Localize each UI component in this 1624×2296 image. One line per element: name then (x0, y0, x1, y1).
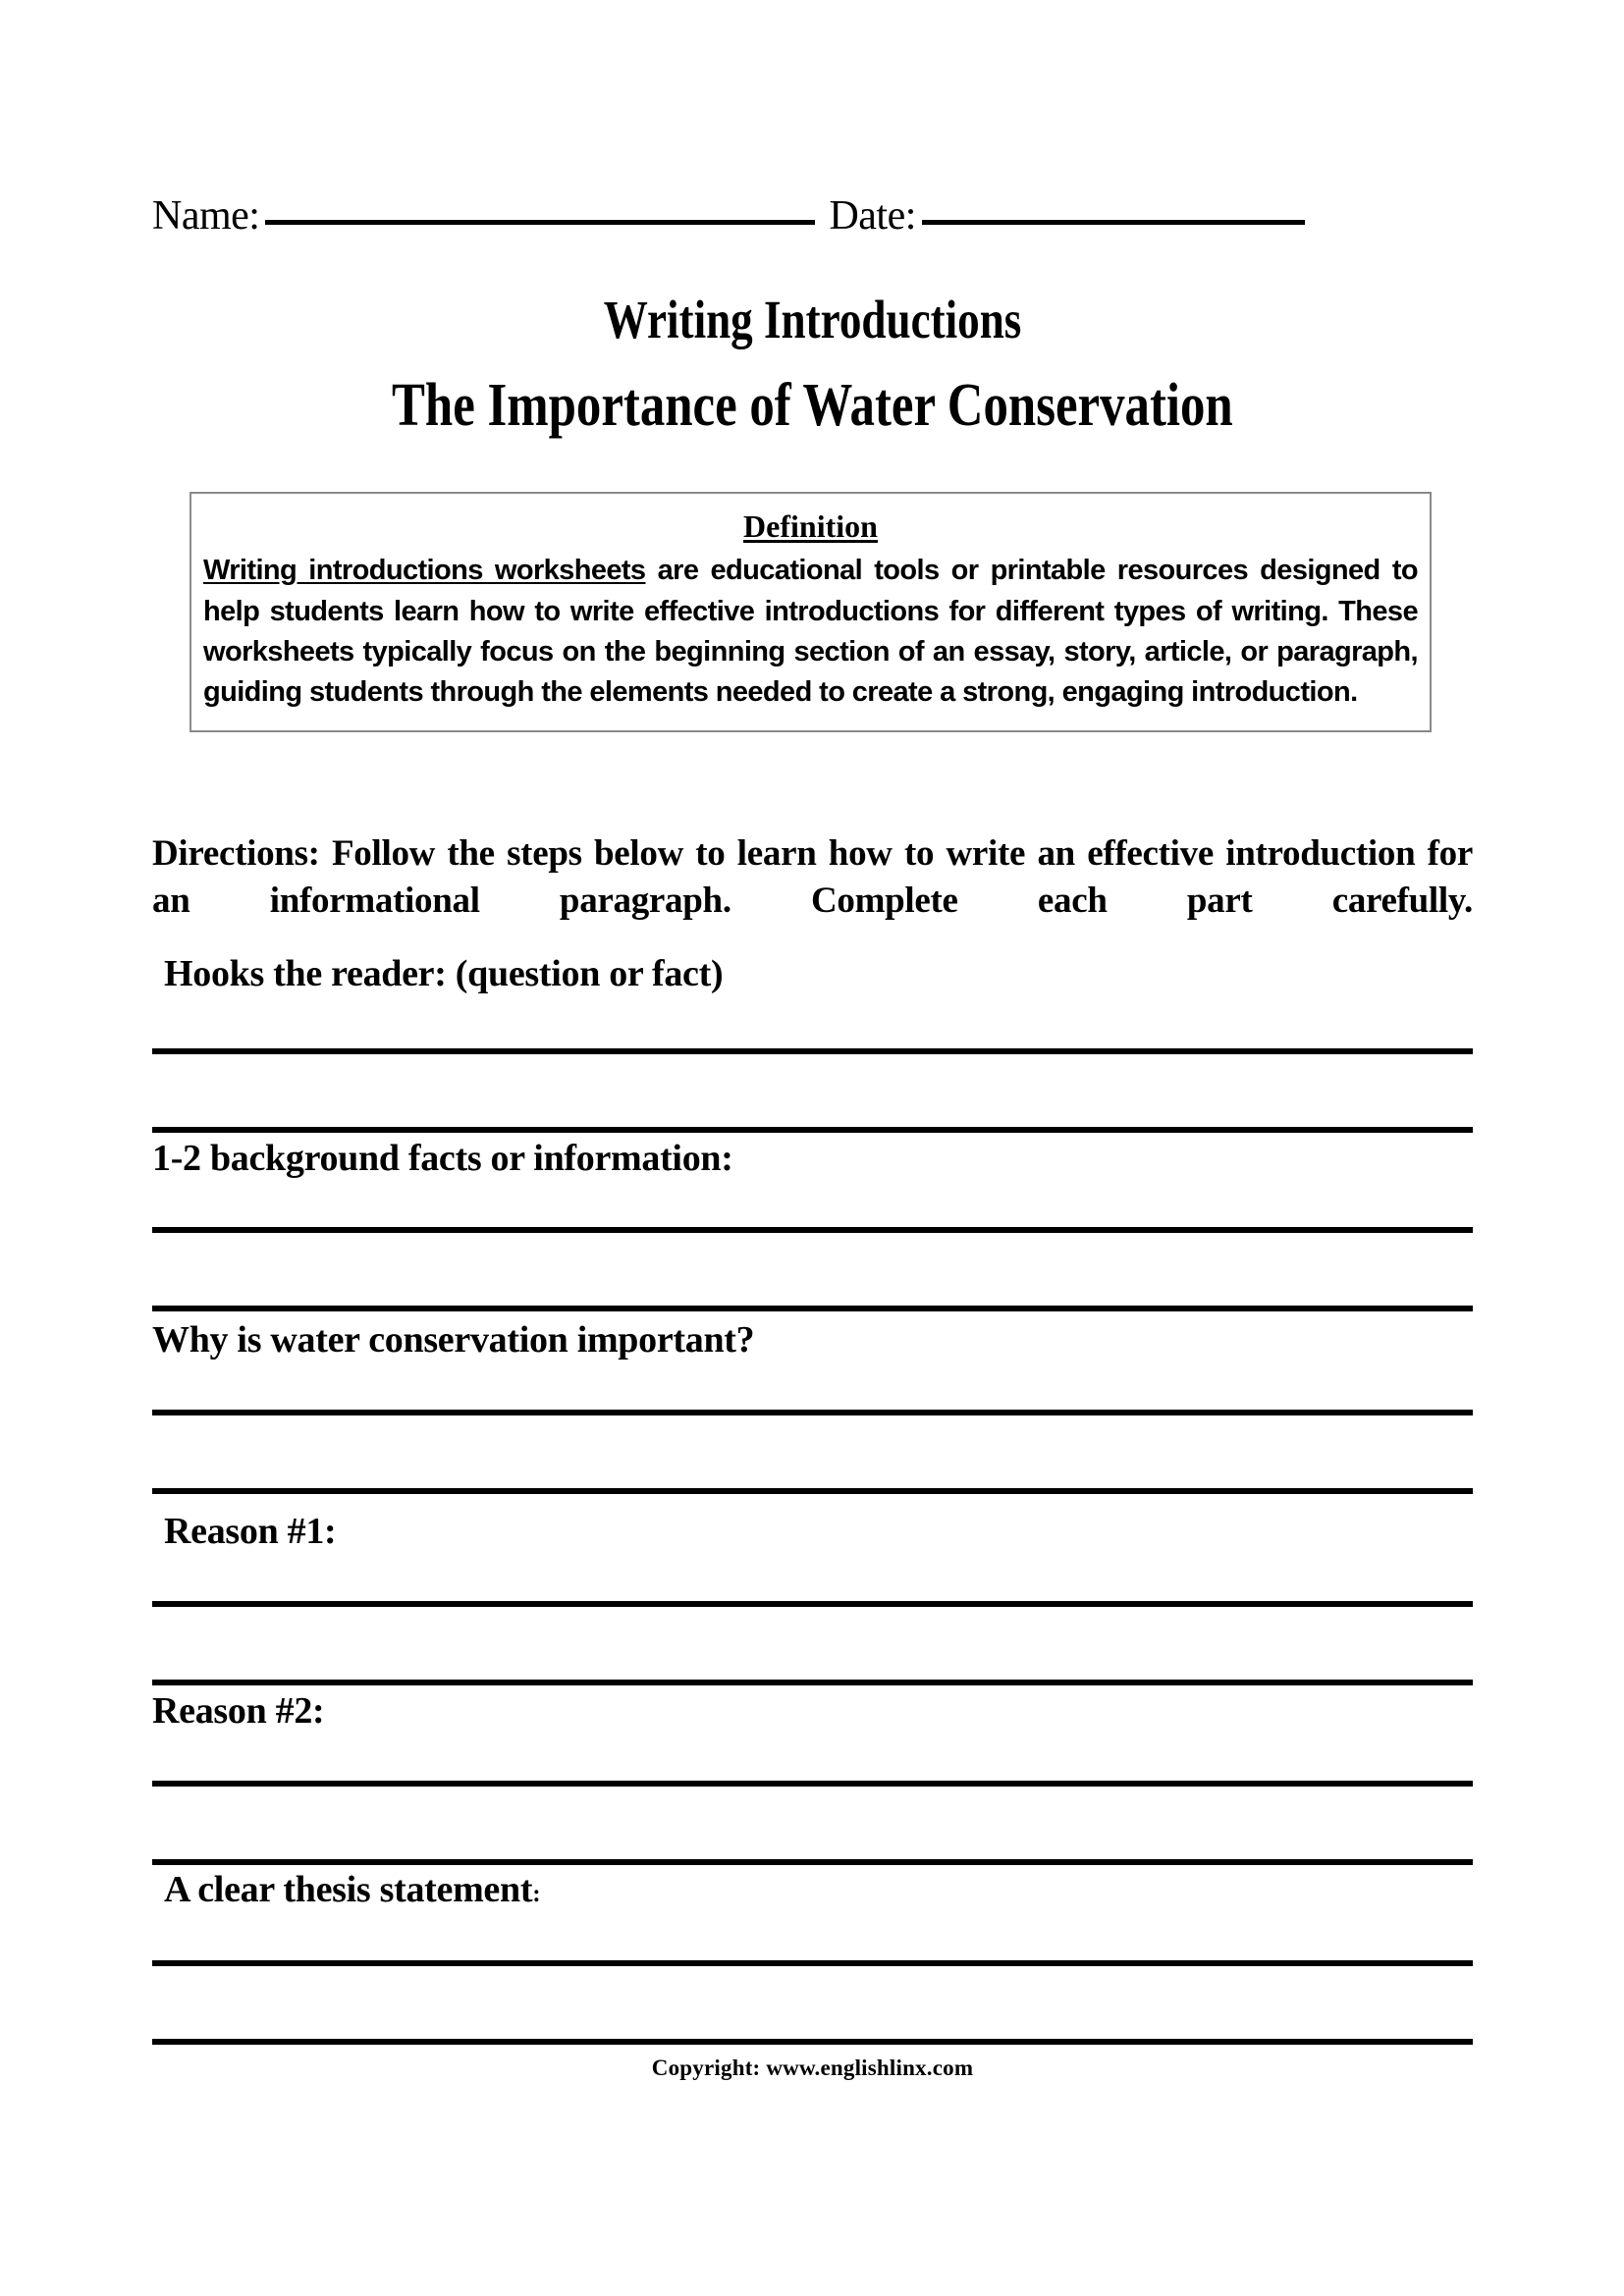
page-title (152, 289, 1473, 350)
answer-line[interactable] (152, 1680, 1473, 1685)
date-input[interactable] (922, 220, 1305, 225)
answer-line[interactable] (152, 1488, 1473, 1494)
prompt-label: A clear thesis statement: (164, 1869, 541, 1910)
answer-line-rule[interactable] (152, 1410, 1473, 1415)
answer-line-rule[interactable] (152, 1781, 1473, 1787)
directions-text: Directions: Follow the steps below to learn how to write an effective introduction for an informational paragraph. Complete each part carefully. (152, 833, 1473, 922)
answer-line-rule[interactable] (152, 1680, 1473, 1685)
answer-line-rule[interactable] (152, 1048, 1473, 1054)
prompt-label: 1-2 background facts or information: (152, 1138, 733, 1179)
prompt-label: Reason #2: (152, 1690, 325, 1732)
prompt-section (152, 1512, 1473, 1553)
answer-line-rule[interactable] (152, 2039, 1473, 2045)
prompt-label-colon: : (532, 1881, 541, 1907)
prompt-section (152, 1691, 1473, 1733)
answer-line[interactable] (152, 1127, 1473, 1133)
definition-box (189, 492, 1432, 732)
footer-copyright: Copyright: www.englishlinx.com (651, 2056, 974, 2080)
prompt-label: Hooks the reader: (question or fact) (164, 953, 724, 994)
answer-line-rule[interactable] (152, 1601, 1473, 1607)
name-input[interactable] (265, 220, 815, 225)
answer-line[interactable] (152, 2039, 1473, 2045)
definition-body-text: are educational tools or printable resources designed to help students learn how to write effective introductions for different types of writing. These worksheets typically focus on the beginning section of an essay, story, article, or paragraph, guiding students through the elements needed to create a strong, engaging introduction. (203, 555, 1418, 708)
prompt-section (152, 1320, 1473, 1362)
page-subtitle-text: The Importance of Water Conservation (392, 372, 1233, 439)
answer-line[interactable] (152, 1960, 1473, 1966)
answer-line-rule[interactable] (152, 1227, 1473, 1233)
answer-line[interactable] (152, 1048, 1473, 1054)
answer-line[interactable] (152, 1859, 1473, 1865)
prompt-section (152, 1139, 1473, 1180)
prompt-section (152, 954, 1473, 995)
answer-line[interactable] (152, 1306, 1473, 1311)
definition-body (203, 551, 1418, 713)
prompt-section (152, 1870, 1473, 1911)
prompt-label: Reason #1: (164, 1511, 337, 1552)
answer-line-rule[interactable] (152, 1488, 1473, 1494)
answer-line[interactable] (152, 1781, 1473, 1787)
answer-line-rule[interactable] (152, 1960, 1473, 1966)
answer-line[interactable] (152, 1601, 1473, 1607)
name-label: Name: (152, 193, 260, 239)
definition-term: Writing introductions worksheets (203, 555, 646, 587)
answer-line[interactable] (152, 1410, 1473, 1415)
answer-line[interactable] (152, 1227, 1473, 1233)
answer-line-rule[interactable] (152, 1859, 1473, 1865)
name-date-row (152, 192, 1473, 247)
prompt-label: Why is water conservation important? (152, 1319, 755, 1361)
answer-line-rule[interactable] (152, 1127, 1473, 1133)
date-label: Date: (829, 193, 916, 239)
page-subtitle (152, 371, 1473, 441)
definition-heading: Definition (743, 508, 878, 544)
answer-line-rule[interactable] (152, 1306, 1473, 1311)
page-title-text: Writing Introductions (603, 290, 1022, 349)
